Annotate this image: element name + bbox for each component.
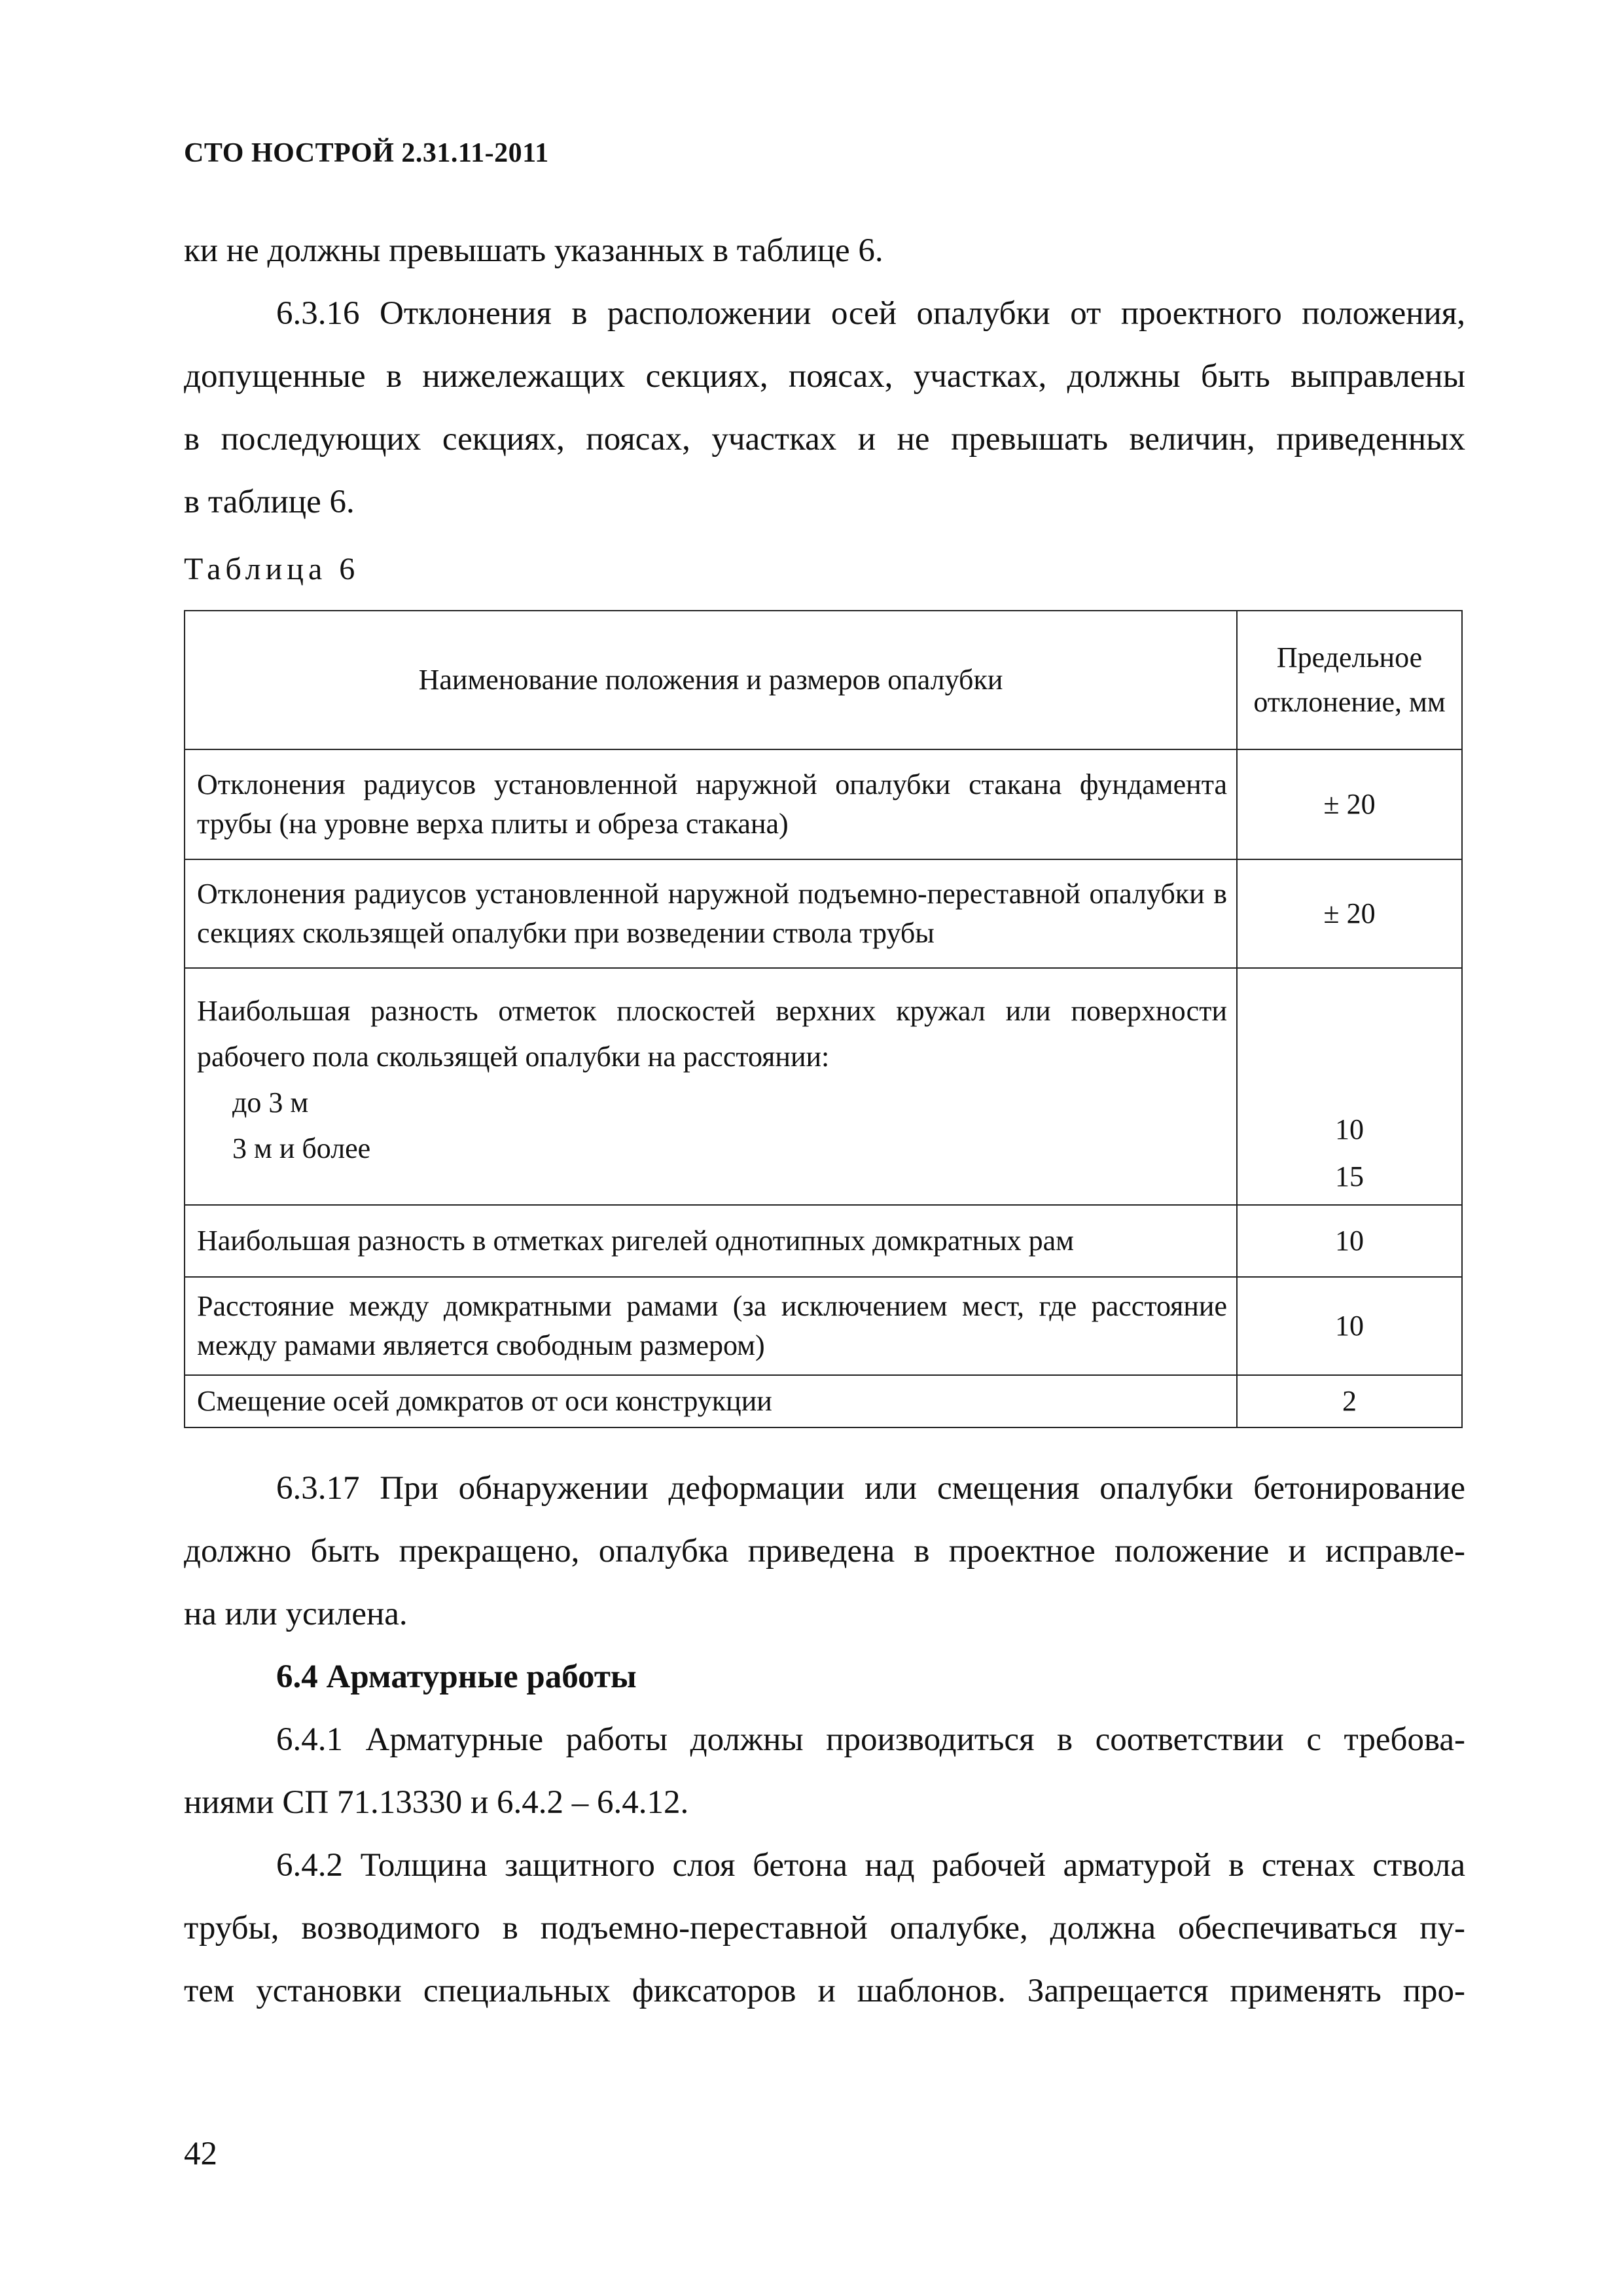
row-1-name: Отклонения радиусов установленной наружной опалубки стакана фундамента трубы (на уровне верха плиты и обреза стакана) [185,749,1237,859]
document-header: СТО НОСТРОЙ 2.31.11-2011 [184,138,549,168]
table-row [185,1375,1462,1427]
body-text-lower [184,1457,1465,2022]
paragraph-6-3-16-line-4: в таблице 6. [184,484,355,520]
page-number: 42 [184,2136,217,2172]
header-value-cell: Предельное отклонение, мм [1237,611,1462,749]
paragraph-6-3-16-line-3: в последующих секциях, поясах, участках и не превышать величин, приведенных [184,421,1465,457]
paragraph-6-4-1-line-2: ниями СП 71.13330 и 6.4.2 – 6.4.12. [184,1784,689,1821]
row-6-name: Смещение осей домкратов от оси конструкции [185,1375,1237,1427]
row-3-sub-1: до 3 м [232,1086,309,1119]
row-3-value-2: 15 [1335,1160,1364,1193]
paragraph-6-3-16-line-2: допущенные в нижележащих секциях, поясах, участках, должны быть выправлены [184,358,1465,395]
table-caption: Таблица 6 [184,552,360,586]
row-5-value: 10 [1237,1277,1462,1375]
row-3-value-1: 10 [1335,1113,1364,1145]
row-3-name: Наибольшая разность отметок плоскостей верхних кружал или поверхности рабочего пола скользящей опалубки на расстоянии: [197,995,1227,1073]
paragraph-continuation: ки не должны превышать указанных в таблице 6. [184,232,883,269]
header-name-cell: Наименование положения и размеров опалубки [185,611,1237,749]
paragraph-6-3-16-line-1: 6.3.16 Отклонения в расположении осей опалубки от проектного положения, [276,295,1465,332]
paragraph-6-4-1-line-1: 6.4.1 Арматурные работы должны производиться в соответствии с требова- [276,1721,1465,1758]
row-2-name: Отклонения радиусов установленной наружной подъемно-переставной опалубки в секциях скользящей опалубки при возведении ствола трубы [185,859,1237,968]
table-row [185,859,1462,968]
row-6-value: 2 [1237,1375,1462,1427]
row-1-value: ± 20 [1237,749,1462,859]
table-row [185,1205,1462,1277]
row-4-name: Наибольшая разность в отметках ригелей однотипных домкратных рам [185,1205,1237,1277]
table-header-row [185,611,1462,749]
paragraph-6-3-17-line-1: 6.3.17 При обнаружении деформации или смещения опалубки бетонирование [276,1470,1465,1507]
paragraph-6-4-2-line-2: трубы, возводимого в подъемно-переставной опалубке, должна обеспечиваться пу- [184,1910,1465,1946]
paragraph-6-3-17-line-2: должно быть прекращено, опалубка приведена в проектное положение и исправле- [184,1533,1465,1570]
paragraph-6-4-2-line-1: 6.4.2 Толщина защитного слоя бетона над рабочей арматурой в стенах ствола [276,1847,1465,1884]
row-3-value-cell [1237,968,1462,1205]
row-2-value: ± 20 [1237,859,1462,968]
row-4-value: 10 [1237,1205,1462,1277]
row-3-name-cell [185,968,1237,1205]
section-heading: 6.4 Арматурные работы [276,1659,637,1695]
paragraph-6-3-17-line-3: на или усилена. [184,1596,408,1632]
table-row [185,968,1462,1205]
table-row [185,1277,1462,1375]
tolerance-table [184,610,1463,1428]
row-3-sub-2: 3 м и более [232,1132,371,1164]
row-5-name: Расстояние между домкратными рамами (за исключением мест, где расстояние между рамами является свободным размером) [185,1277,1237,1375]
table-row [185,749,1462,859]
intro-text [184,219,1465,533]
paragraph-6-4-2-line-3: тем установки специальных фиксаторов и шаблонов. Запрещается применять про- [184,1973,1465,2009]
